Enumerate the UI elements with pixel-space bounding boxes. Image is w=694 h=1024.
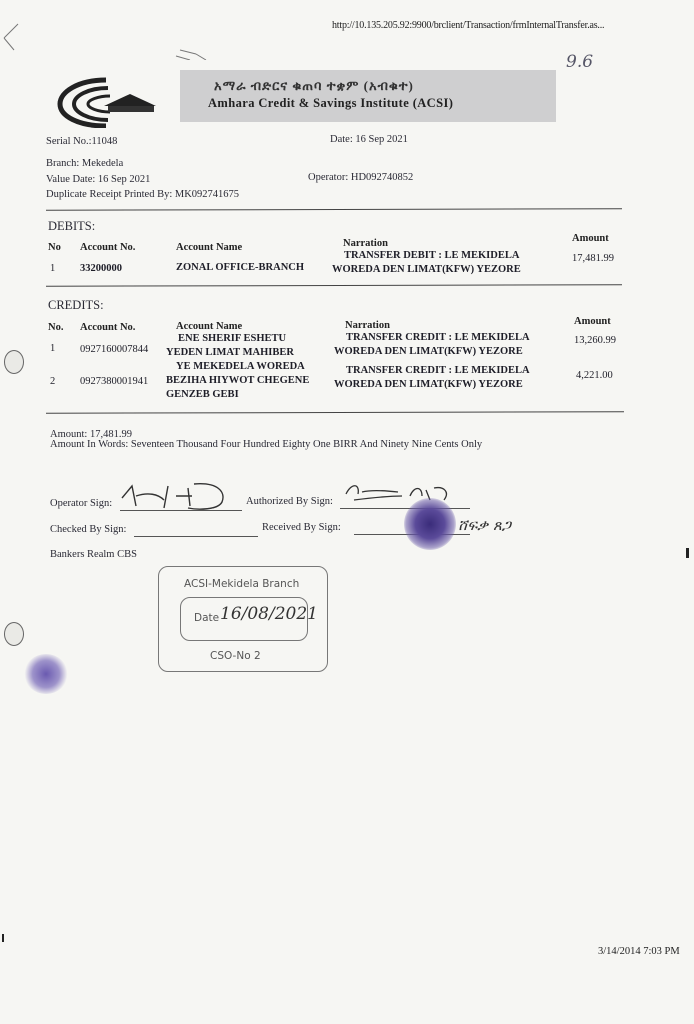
divider bbox=[46, 208, 622, 211]
credits-col-no: No. bbox=[48, 322, 64, 333]
credit-row-narration-2: WOREDA DEN LIMAT(KFW) YEZORE bbox=[334, 346, 523, 357]
debit-row-amount: 17,481.99 bbox=[572, 253, 614, 264]
credit-row-account-name-3: GENZEB GEBI bbox=[166, 389, 239, 400]
divider bbox=[46, 284, 622, 287]
debit-row-narration-2: WOREDA DEN LIMAT(KFW) YEZORE bbox=[332, 264, 521, 275]
credit-row-account-name-2: YEDEN LIMAT MAHIBER bbox=[166, 347, 294, 358]
credit-row-account-name-1: ENE SHERIF ESHETU bbox=[178, 333, 287, 344]
debits-col-no: No bbox=[48, 242, 61, 253]
debits-title: DEBITS: bbox=[48, 219, 96, 233]
received-handwriting: ሸፍቃ ጸጋ bbox=[458, 516, 512, 534]
org-name-english: Amhara Credit & Savings Institute (ACSI) bbox=[208, 96, 454, 110]
credits-col-account-no: Account No. bbox=[80, 322, 136, 333]
duplicate-printed-by: Duplicate Receipt Printed By: MK092741675 bbox=[46, 189, 240, 200]
credit-row-no: 2 bbox=[50, 376, 56, 387]
print-timestamp: 3/14/2014 7:03 PM bbox=[598, 946, 680, 957]
debits-col-narration: Narration bbox=[343, 238, 388, 249]
operator-sign-label: Operator Sign: bbox=[50, 498, 113, 509]
operator-id: Operator: HD092740852 bbox=[308, 172, 414, 183]
system-name: Bankers Realm CBS bbox=[50, 549, 137, 560]
received-sign-label: Received By Sign: bbox=[262, 522, 341, 533]
receipt-date: Date: 16 Sep 2021 bbox=[330, 134, 408, 145]
authorized-sign-label: Authorized By Sign: bbox=[246, 496, 333, 507]
fingerprint-icon bbox=[24, 654, 68, 694]
checked-sign-line bbox=[134, 536, 258, 537]
acsi-logo-icon bbox=[56, 76, 160, 128]
debits-col-amount: Amount bbox=[572, 233, 609, 244]
value-date: Value Date: 16 Sep 2021 bbox=[46, 174, 151, 185]
credits-title: CREDITS: bbox=[48, 298, 104, 312]
credit-row-no: 1 bbox=[50, 343, 56, 354]
credits-col-account-name: Account Name bbox=[176, 321, 243, 332]
punch-hole-icon bbox=[4, 622, 24, 646]
total-amount: Amount: 17,481.99 bbox=[50, 429, 132, 440]
credit-row-amount: 13,260.99 bbox=[574, 335, 616, 346]
margin-mark bbox=[686, 548, 689, 558]
credit-row-narration-1: TRANSFER CREDIT : LE MEKIDELA bbox=[346, 365, 530, 376]
stamp-date-value: 16/08/2021 bbox=[220, 604, 318, 624]
stamp-cso: CSO-No 2 bbox=[210, 650, 261, 662]
serial-number: Serial No.:11048 bbox=[46, 136, 118, 147]
checked-sign-label: Checked By Sign: bbox=[50, 524, 127, 535]
fingerprint-icon bbox=[404, 498, 456, 550]
org-name-amharic: አማራ ብድርና ቁጠባ ተቋም (አብቁተ) bbox=[214, 78, 414, 93]
pen-scribble-icon bbox=[0, 20, 230, 65]
debits-col-account-name: Account Name bbox=[176, 242, 243, 253]
branch: Branch: Mekedela bbox=[46, 158, 124, 169]
credit-row-narration-2: WOREDA DEN LIMAT(KFW) YEZORE bbox=[334, 379, 523, 390]
credit-row-narration-1: TRANSFER CREDIT : LE MEKIDELA bbox=[346, 332, 530, 343]
debit-row-account-no: 33200000 bbox=[80, 263, 122, 274]
debits-col-account-no: Account No. bbox=[80, 242, 136, 253]
credit-row-account-name-1: YE MEKEDELA WOREDA bbox=[176, 361, 305, 372]
credit-row-account-no: 0927380001941 bbox=[80, 376, 149, 387]
url-text: http://10.135.205.92:9900/brclient/Transaction/frmInternalTransfer.as... bbox=[332, 20, 605, 31]
amount-in-words: Amount In Words: Seventeen Thousand Four Hundred Eighty One BIRR And Ninety Nine Cents Only bbox=[50, 439, 483, 450]
credit-row-account-name-2: BEZIHA HIYWOT CHEGENE bbox=[166, 375, 310, 386]
credit-row-amount: 4,221.00 bbox=[576, 370, 613, 381]
operator-signature-icon bbox=[118, 478, 228, 519]
debit-row-no: 1 bbox=[50, 263, 56, 274]
credits-col-narration: Narration bbox=[345, 320, 390, 331]
debit-row-narration-1: TRANSFER DEBIT : LE MEKIDELA bbox=[344, 250, 520, 261]
punch-hole-icon bbox=[4, 350, 24, 374]
stamp-branch: ACSI-Mekidela Branch bbox=[184, 578, 300, 590]
divider bbox=[46, 411, 624, 414]
handwritten-note: 9.6 bbox=[566, 52, 594, 72]
credits-col-amount: Amount bbox=[574, 316, 611, 327]
credit-row-account-no: 0927160007844 bbox=[80, 344, 149, 355]
margin-mark bbox=[2, 934, 4, 942]
debit-row-account-name: ZONAL OFFICE-BRANCH bbox=[176, 262, 305, 273]
stamp-date-label: Date bbox=[194, 612, 220, 624]
